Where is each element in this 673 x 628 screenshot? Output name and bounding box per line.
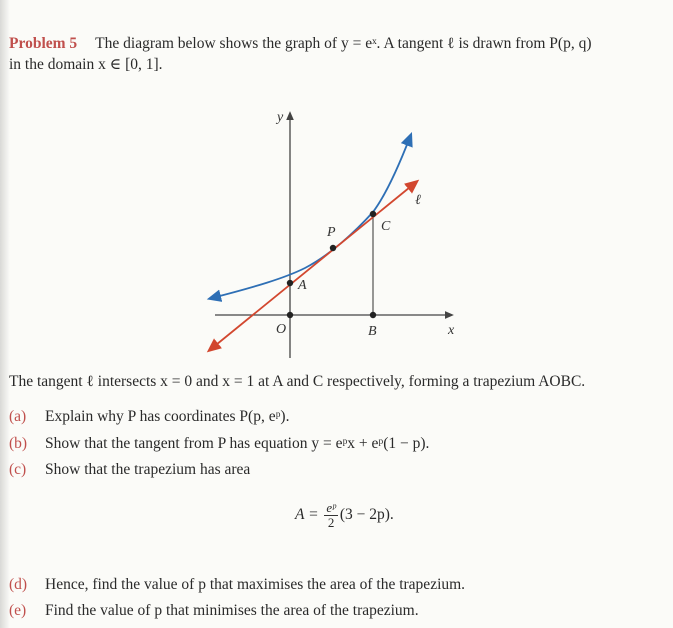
point-p (330, 245, 336, 251)
tangent-line (211, 183, 415, 349)
formula-numerator: eᵖ (326, 500, 336, 515)
formula-rhs: (3 − 2p). (339, 506, 394, 524)
area-formula (295, 501, 394, 530)
part-text: Find the value of p that minimises the area of the trapezium. (45, 602, 419, 619)
x-axis-label: x (448, 323, 455, 338)
point-b-label: B (368, 324, 377, 339)
part-tag: (e) (9, 602, 27, 619)
point-c (370, 211, 376, 217)
exponential-curve (212, 137, 410, 298)
problem-intro-line2: in the domain x ∈ [0, 1]. (9, 56, 163, 73)
problem-intro-line1: The diagram below shows the graph of y = eˣ. A tangent ℓ is drawn from P(p, q) (95, 35, 592, 52)
point-p-label: P (327, 225, 336, 240)
formula-lhs: A = (295, 506, 319, 524)
part-c (9, 461, 250, 479)
part-text: Show that the tangent from P has equation y = eᵖx + eᵖ(1 − p). (45, 435, 430, 452)
part-text: Explain why P has coordinates P(p, eᵖ). (45, 408, 290, 425)
part-tag: (c) (9, 461, 27, 478)
part-b (9, 435, 429, 453)
tangent-label: ℓ (415, 193, 421, 208)
problem-label: Problem 5 (9, 35, 78, 52)
part-text: Show that the trapezium has area (45, 461, 251, 478)
formula-denominator: 2 (327, 515, 335, 530)
part-d (9, 576, 465, 594)
point-b (370, 312, 376, 318)
point-o (287, 312, 293, 318)
part-tag: (a) (9, 408, 27, 425)
trapezium-sentence: The tangent ℓ intersects x = 0 and x = 1 at A and C respectively, forming a trapezium AOBC. (9, 373, 586, 390)
part-tag: (b) (9, 435, 28, 452)
formula-fraction (324, 501, 337, 530)
point-c-label: C (381, 219, 391, 234)
point-a-label: A (298, 278, 307, 293)
origin-label: O (276, 322, 287, 337)
part-e (9, 602, 419, 620)
point-a (287, 280, 293, 286)
part-a (9, 408, 289, 426)
part-tag: (d) (9, 576, 28, 593)
y-axis-label: y (277, 110, 284, 125)
part-text: Hence, find the value of p that maximises the area of the trapezium. (45, 576, 466, 593)
